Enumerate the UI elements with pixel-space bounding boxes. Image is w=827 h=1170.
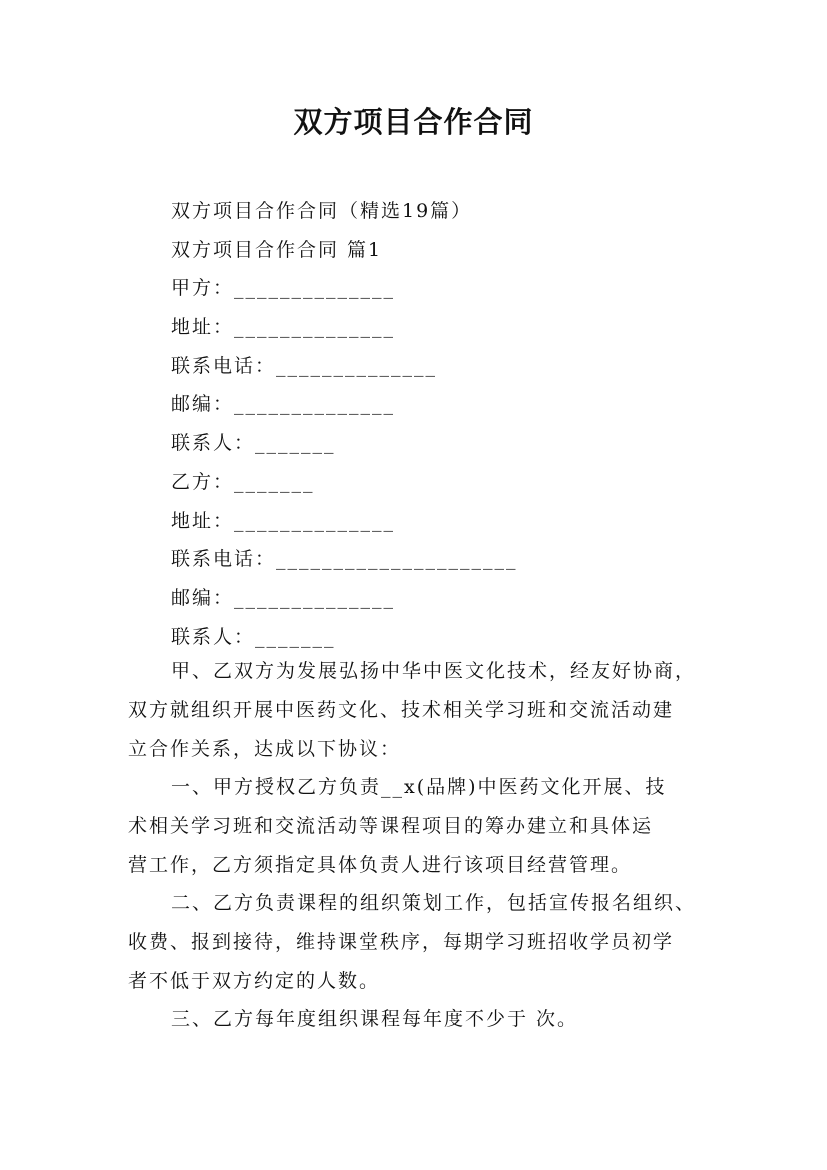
party-a-phone: 联系电话：______________	[171, 354, 438, 377]
paragraph-line: 术相关学习班和交流活动等课程项目的筹办建立和具体运	[128, 815, 654, 837]
paragraph-intro	[128, 656, 702, 772]
party-b-address: 地址：______________	[171, 509, 396, 532]
paragraph-clause-2	[128, 888, 702, 1004]
party-b-postcode: 邮编：______________	[171, 586, 396, 609]
paragraph-line: 二、乙方负责课程的组织策划工作，包括宣传报名组织、	[171, 892, 697, 915]
paragraph-line: 营工作，乙方须指定具体负责人进行该项目经营管理。	[128, 853, 633, 876]
paragraph-line: 甲、乙双方为发展弘扬中华中医文化技术，经友好协商，	[171, 660, 697, 683]
paragraph-line: 立合作关系，达成以下协议：	[128, 737, 402, 760]
paragraph-clause-3	[128, 1004, 702, 1043]
document-body	[128, 192, 702, 1043]
doc-line-subtitle: 双方项目合作合同（精选19篇）	[171, 200, 473, 222]
paragraph-line: 一、甲方授权乙方负责__x(品牌)中医药文化开展、技	[171, 776, 667, 799]
party-a-contact: 联系人：_______	[171, 432, 336, 455]
paragraph-clause-1	[128, 772, 702, 888]
party-a-address: 地址：______________	[171, 316, 396, 339]
paragraph-line: 收费、报到接待，维持课堂秩序，每期学习班招收学员初学	[128, 931, 675, 954]
paragraph-line: 三、乙方每年度组织课程每年度不少于 次。	[171, 1008, 579, 1031]
document-title: 双方项目合作合同	[293, 105, 534, 139]
party-a-label: 甲方：______________	[171, 277, 396, 300]
party-b-label: 乙方：_______	[171, 470, 315, 493]
party-b-contact: 联系人：_______	[171, 625, 336, 648]
paragraph-line: 者不低于双方约定的人数。	[128, 969, 381, 992]
paragraph-line: 双方就组织开展中医药文化、技术相关学习班和交流活动建	[128, 698, 675, 721]
party-a-postcode: 邮编：______________	[171, 393, 396, 416]
party-b-phone: 联系电话：_____________________	[171, 548, 518, 571]
doc-line-section-heading: 双方项目合作合同 篇1	[171, 238, 383, 261]
